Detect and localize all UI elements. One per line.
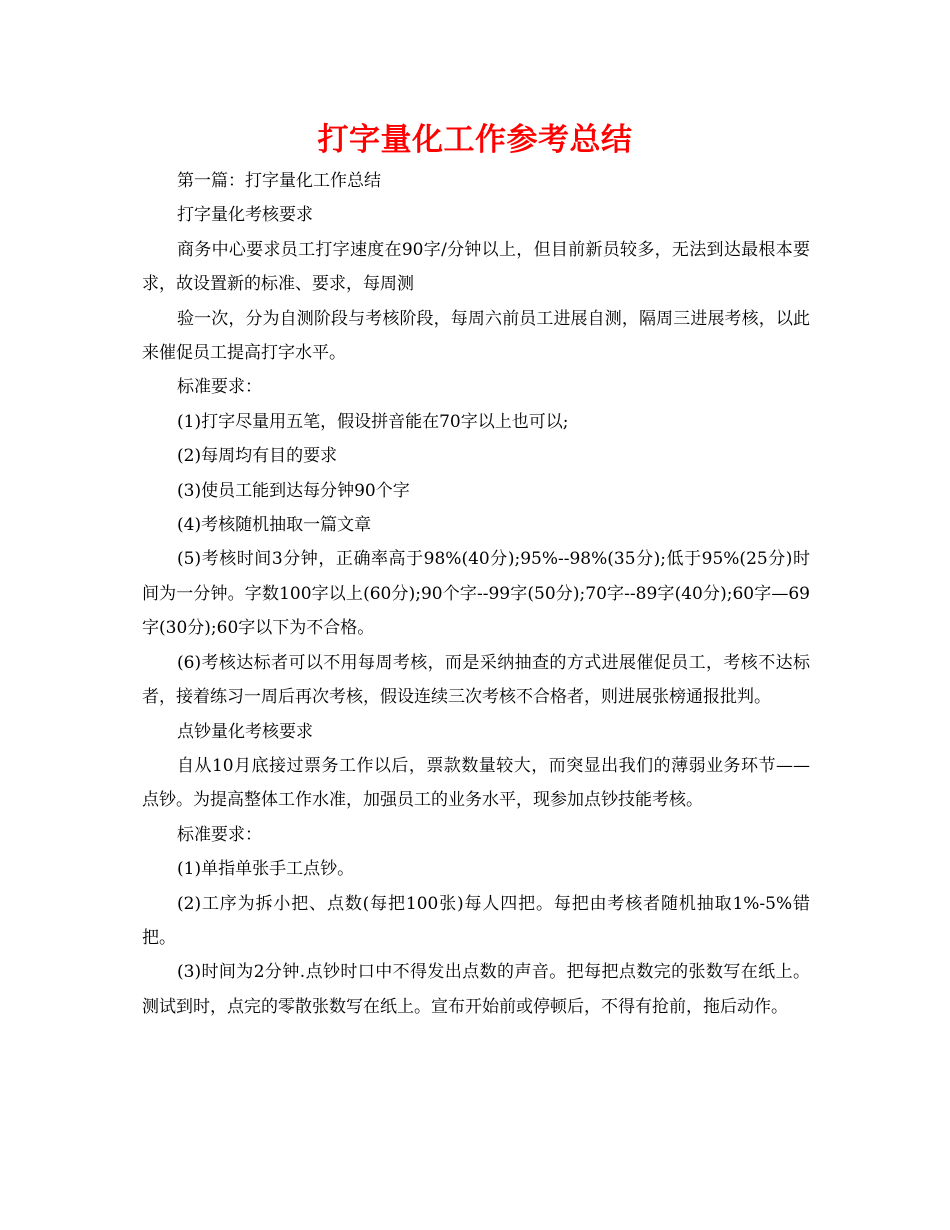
section-heading: 第一篇：打字量化工作总结 <box>177 171 381 191</box>
list-item: (1)单指单张手工点钞。 <box>177 859 355 880</box>
list-item: (6)考核达标者可以不用每周考核，而是采纳抽查的方式进展催促员工，考核不达标者，接着练习一周后再次考核，假设连续三次考核不合格者，则进展张榜通报批判。 <box>142 652 810 708</box>
standards-label: 标准要求： <box>177 824 262 845</box>
document-body <box>142 164 810 1024</box>
standards-label: 标准要求： <box>177 377 262 398</box>
list-item: (3)使员工能到达每分钟90个字 <box>177 480 410 501</box>
list-item: (4)考核随机抽取一篇文章 <box>177 515 372 536</box>
subsection-heading: 点钞量化考核要求 <box>177 721 313 742</box>
list-item: (2)每周均有目的要求 <box>177 446 338 467</box>
list-item: (5)考核时间3分钟，正确率高于98%(40分);95%--98%(35分);低于95%(25分)时间为一分钟。字数100字以上(60分);90个字--99字(50分);70字--89字(40分);60字—69字(30分);60字以下为不合格。 <box>142 549 810 639</box>
paragraph: 商务中心要求员工打字速度在90字/分钟以上，但目前新员较多，无法到达最根本要求，故设置新的标准、要求，每周测 <box>142 239 810 295</box>
subsection-heading: 打字量化考核要求 <box>177 205 313 226</box>
paragraph: 验一次，分为自测阶段与考核阶段，每周六前员工进展自测，隔周三进展考核，以此来催促员工提高打字水平。 <box>142 308 810 364</box>
paragraph: 自从10月底接过票务工作以后，票款数量较大，而突显出我们的薄弱业务环节——点钞。为提高整体工作水准，加强员工的业务水平，现参加点钞技能考核。 <box>142 755 810 811</box>
document-title: 打字量化工作参考总结 <box>317 122 633 158</box>
list-item: (1)打字尽量用五笔，假设拼音能在70字以上也可以; <box>177 411 569 432</box>
list-item: (2)工序为拆小把、点数(每把100张)每人四把。每把由考核者随机抽取1%-5%错把。 <box>142 893 810 948</box>
list-item: (3)时间为2分钟.点钞时口中不得发出点数的声音。把每把点数完的张数写在纸上。测试到时，点完的零散张数写在纸上。宣布开始前或停顿后，不得有抢前，拖后动作。 <box>142 962 810 1017</box>
